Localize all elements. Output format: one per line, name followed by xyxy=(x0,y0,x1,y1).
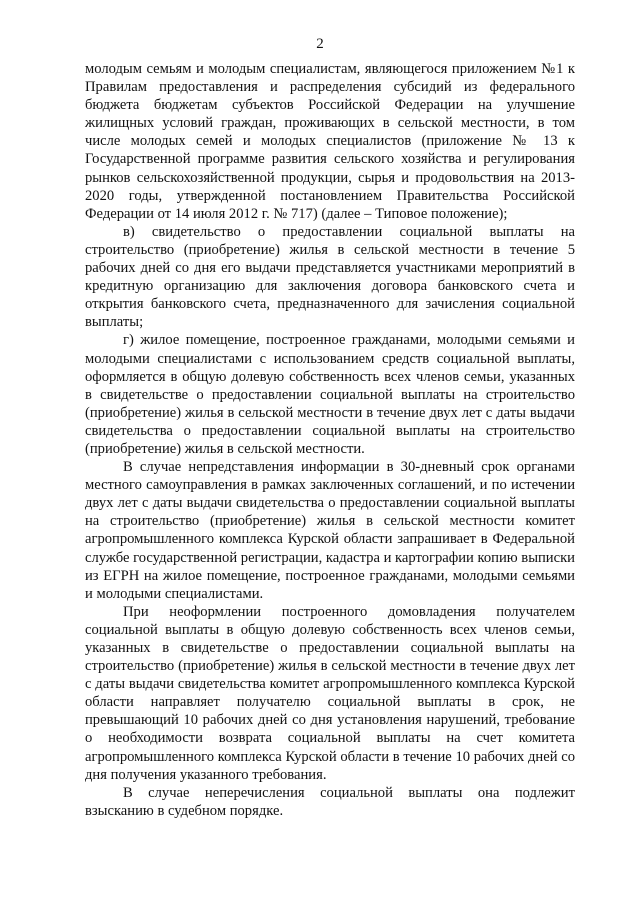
paragraph-continuation: молодым семьям и молодым специалистам, являющегося приложением №1 к Правилам предоставления и распределения субсидий из федерального бюджета бюджетам субъектов Российской Федерации на улучшение жилищных условий граждан, проживающих в сельской местности, в том числе молодых семей и молодых специалистов (приложение № 13 к Государственной программе развития сельского хозяйства и регулирования рынков сельскохозяйственной продукции, сырья и продовольствия на 2013-2020 годы, утвержденной постановлением Правительства Российской Федерации от 14 июля 2012 г. № 717) (далее – Типовое положение); xyxy=(85,61,575,222)
paragraph-nonregistration: При неоформлении построенного домовладения получателем социальной выплаты в общую долевую собственность всех членов семьи, указанных в свидетельстве о предоставлении социальной выплаты на строительство (приобретение) жилья в сельской местности в течение двух лет с даты выдачи свидетельства комитет агропромышленного комплекса Курской области направляет получателю социальной выплаты в срок, не превышающий 10 рабочих дней со дня установления нарушений, требование о необходимости возврата социальной выплаты на счет комитета агропромышленного комплекса Курской области в течение 10 рабочих дней со дня получения указанного требования. xyxy=(85,603,575,783)
paragraph-court-recovery: В случае неперечисления социальной выплаты она подлежит взысканию в судебном порядке. xyxy=(85,784,575,819)
paragraph-item-g: г) жилое помещение, построенное гражданами, молодыми семьями и молодыми специалистами с использованием средств социальной выплаты, оформляется в общую долевую собственность всех членов семьи, указанных в свидетельстве о предоставлении социальной выплаты на строительство (приобретение) жилья в сельской местности в течение двух лет с даты выдачи свидетельства о предоставлении социальной выплаты на строительство (приобретение) жилья в сельской местности. xyxy=(85,332,575,457)
paragraph-nonsubmission: В случае непредставления информации в 30-дневный срок органами местного самоуправления в рамках заключенных соглашений, и по истечении двух лет с даты выдачи свидетельства о предоставлении социальной выплаты на строительство (приобретение) жилья в сельской местности комитет агропромышленного комплекса Курской области запрашивает в Федеральной службе государственной регистрации, кадастра и картографии копию выписки из ЕГРН на жилое помещение, построенное гражданами, молодыми семьями и молодыми специалистами. xyxy=(85,459,575,602)
paragraph-item-v: в) свидетельство о предоставлении социальной выплаты на строительство (приобретение) жилья в сельской местности в течение 5 рабочих дней со дня его выдачи представляется участниками мероприятий в кредитную организацию для заключения договора банковского счета и открытия банковского счета, предназначенного для зачисления социальной выплаты; xyxy=(85,223,575,331)
page-number: 2 xyxy=(316,36,324,52)
document-body xyxy=(85,60,575,820)
